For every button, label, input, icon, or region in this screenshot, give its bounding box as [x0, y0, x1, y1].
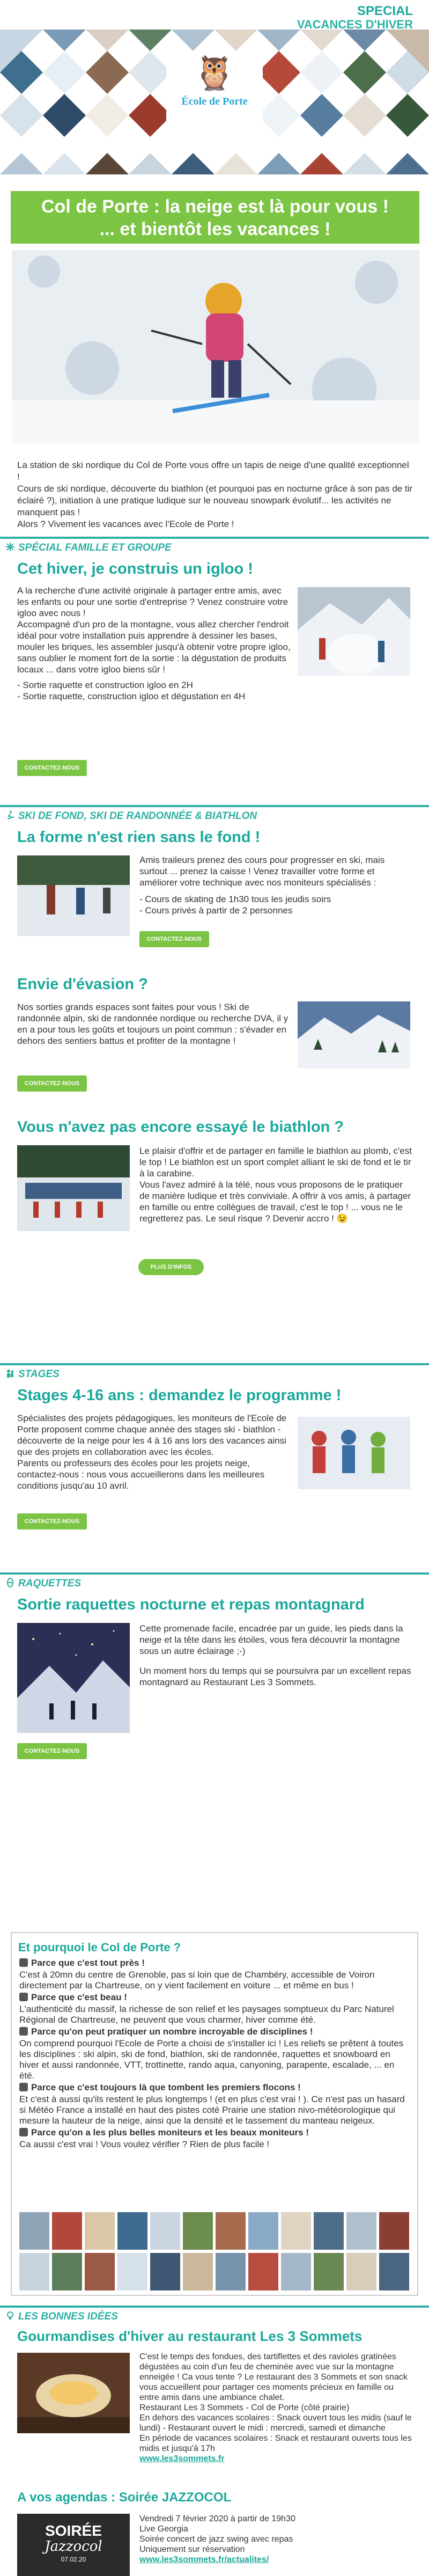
- restaurant-photo: [17, 2353, 130, 2433]
- why-q1: [19, 1958, 412, 1968]
- special-label: SPECIAL: [357, 4, 413, 18]
- banner-line-1: Col de Porte : la neige est là pour vous !: [41, 196, 389, 217]
- lightbulb-icon: [5, 2311, 15, 2321]
- evasion-photo: [298, 1001, 410, 1069]
- snowflake-icon: [5, 542, 15, 552]
- sport-icon: [19, 2027, 28, 2036]
- why-q3: [19, 2026, 412, 2037]
- why-q5: [19, 2127, 412, 2138]
- snowflake-icon: [19, 2083, 28, 2091]
- header: [0, 0, 429, 177]
- section-divider: [0, 1363, 429, 1365]
- jazzocol-poster: [17, 2514, 130, 2576]
- why-body: [19, 1958, 412, 2151]
- why-q2-text: Parce que c'est beau !: [31, 1992, 127, 2002]
- section-ski: [0, 805, 429, 821]
- owl-icon: 🦉: [194, 55, 235, 92]
- evasion-text: [17, 1001, 291, 1046]
- poster-title: SOIRÉE: [45, 2522, 102, 2539]
- why-q4-text: Parce que c'est toujours là que tombent les premiers flocons !: [31, 2082, 301, 2092]
- igloo-p2: Accompagné d'un pro de la montagne, vous allez chercher l'endroit idéal pour votre installation puis apprendre à dessiner les bases, mouler les briques, les assembler jusqu'à obtenir votre propre igloo, sans oublier le moment fort de la sortie : la dégustation de produits locaux ... dans votre igloo biens sûr !: [17, 619, 291, 675]
- restaurant-p2: Restaurant Les 3 Sommets - Col de Porte (côté prairie): [139, 2403, 350, 2412]
- stages-photo: [298, 1417, 410, 1489]
- intro-p1: La station de ski nordique du Col de Porte vous offre un tapis de neige d'une qualité exceptionnel !: [17, 460, 409, 482]
- why-a3: On comprend pourquoi l'Ecole de Porte a choisi de s'installer ici ! Les reliefs se prêtent à toutes les disciplines : ski alpin, ski de fond, biathlon, ski de randonnée, raquettes et snowboard en hiver et aussi randonnée, VTT, trottinette, rando aqua, canyoning, parapente, escalade, ... en été.: [19, 2038, 404, 2081]
- raquettes-p1: Cette promenade facile, encadrée par un guide, les pieds dans la neige et la tête dans les étoiles, vous fera découvrir la montagne sous un autre éclairage ;-): [139, 1623, 403, 1656]
- fond-p2: - Cours de skating de 1h30 tous les jeudis soirs: [139, 894, 331, 904]
- instructor-photos: [19, 2212, 409, 2290]
- section-raquettes: [0, 1572, 429, 1589]
- evasion-contact-button[interactable]: CONTACTEZ-NOUS: [17, 1075, 87, 1092]
- restaurant-title: Gourmandises d'hiver au restaurant Les 3 Sommets: [17, 2328, 363, 2344]
- section-label: RAQUETTES: [18, 1578, 82, 1589]
- why-a5: Ca aussi c'est vrai ! Vous voulez vérifier ? Rien de plus facile !: [19, 2139, 270, 2149]
- why-q5-text: Parce qu'on a les plus belles moniteurs et les beaux moniteurs !: [31, 2127, 309, 2138]
- main-banner: [11, 191, 419, 244]
- igloo-p3: - Sortie raquette et construction igloo en 2H: [17, 680, 193, 690]
- agenda-text: [139, 2514, 413, 2565]
- kids-icon: [5, 1368, 15, 1378]
- why-q1-text: Parce que c'est tout près !: [31, 1958, 145, 1968]
- mountain-icon: [19, 1993, 28, 2001]
- evasion-title: Envie d'évasion ?: [17, 976, 148, 993]
- intro-p2: Cours de ski nordique, découverte du biathlon (et pourquoi pas en nocturne grâce à son pas de tir éclairé ?), initiation à une pratique ludique sur le nouveau snowpark évolutif... les activités ne manquent pas !: [17, 484, 413, 517]
- why-q2: [19, 1992, 412, 2003]
- section-label: LES BONNES IDÉES: [18, 2311, 118, 2322]
- biathlon-p1: Le plaisir d'offrir et de partager en famille le biathlon au plomb, c'est le top ! Le biathlon est un sport complet alliant le ski de fond et le tir à la carabine.: [139, 1146, 412, 1179]
- stages-contact-button[interactable]: CONTACTEZ-NOUS: [17, 1513, 87, 1529]
- section-famille: [0, 537, 429, 553]
- section-divider: [0, 537, 429, 539]
- why-q3-text: Parce qu'on peut pratiquer un nombre incroyable de disciplines !: [31, 2026, 313, 2037]
- raquettes-text: [139, 1623, 413, 1688]
- raquettes-contact-button[interactable]: CONTACTEZ-NOUS: [17, 1743, 87, 1759]
- igloo-p1: A la recherche d'une activité originale à partager entre amis, avec les enfants ou pour une sortie d'entreprise ? Venez construire votre igloo avec nous !: [17, 586, 289, 618]
- section-label: STAGES: [18, 1368, 60, 1380]
- igloo-text: [17, 585, 291, 702]
- raquettes-photo: [17, 1623, 130, 1733]
- snowshoe-icon: [5, 1578, 15, 1587]
- igloo-p4: - Sortie raquette, construction igloo et dégustation en 4H: [17, 691, 246, 701]
- fond-title: La forme n'est rien sans le fond !: [17, 829, 261, 846]
- stages-p2: Parents ou professeurs des écoles pour les projets neige, contactez-nous : nous vous accueillerons dans les meilleures conditions jusqu'au 10 avril.: [17, 1458, 265, 1491]
- logo-name: École de Porte: [181, 96, 248, 107]
- why-a1: C'est à 20mn du centre de Grenoble, pas si loin que de Chambéry, accessible de Voiron directement par la Chartreuse, on y vient facilement en voiture ... et même en bus !: [19, 1970, 375, 1990]
- car-icon: [19, 1958, 28, 1967]
- igloo-title: Cet hiver, je construis un igloo !: [17, 560, 253, 577]
- intro-text: [17, 459, 414, 530]
- raquettes-p2: Un moment hors du temps qui se poursuivra par un excellent repas montagnard au Restaurant Les 3 Sommets.: [139, 1666, 411, 1687]
- agenda-p2: Live Georgia: [139, 2524, 188, 2534]
- biathlon-title: Vous n'avez pas encore essayé le biathlon ?: [17, 1118, 344, 1136]
- why-col-de-porte-box: [11, 1932, 418, 2296]
- section-idees: [0, 2306, 429, 2322]
- stages-text: [17, 1413, 291, 1491]
- restaurant-p4: En période de vacances scolaires : Snack et restaurant ouverts tous les midis et jusqu'à 17h: [139, 2434, 412, 2453]
- smile-icon: [19, 2128, 28, 2136]
- special-heading: [297, 4, 413, 31]
- restaurant-p1: C'est le temps des fondues, des tartiflettes et des ravioles gratinées dégustées au coin d'un feu de cheminée avec vue sur la montagne enneigée ! Ca vous tente ? Le restaurant des 3 Sommets et son snack vous accueillent pour partager ces moments précieux en famille ou entre amis dans une ambiance chalet.: [139, 2352, 408, 2402]
- restaurant-link[interactable]: www.les3sommets.fr: [139, 2454, 225, 2463]
- fond-p3: - Cours privés à partir de 2 personnes: [139, 905, 293, 916]
- fond-p1: Amis traileurs prenez des cours pour progresser en ski, mais surtout ... prenez la caisse ! Venez travailler votre forme et améliorer votre technique avec nos moniteurs spécialisés :: [139, 855, 385, 888]
- fond-contact-button[interactable]: CONTACTEZ-NOUS: [139, 931, 209, 947]
- evasion-p1: Nos sorties grands espaces sont faites pour vous ! Ski de randonnée alpin, ski de randonnée nordique ou recherche DVA, il y en a pour tous les goûts et toujours un point commun : s'évader en dehors des sentiers battus et profiter de la montagne !: [17, 1002, 289, 1046]
- child-skier-photo: [12, 250, 419, 443]
- why-title: Et pourquoi le Col de Porte ?: [18, 1941, 181, 1954]
- biathlon-info-button[interactable]: PLUS D'INFOS: [138, 1259, 204, 1275]
- why-q4: [19, 2082, 412, 2093]
- fond-text: [139, 854, 413, 916]
- vacances-label: VACANCES D'HIVER: [297, 18, 413, 31]
- agenda-link[interactable]: www.les3sommets.fr/actualites/: [139, 2555, 269, 2564]
- raquettes-title: Sortie raquettes nocturne et repas montagnard: [17, 1596, 365, 1613]
- igloo-contact-button[interactable]: CONTACTEZ-NOUS: [17, 760, 87, 776]
- section-divider: [0, 805, 429, 807]
- skier-icon: [5, 810, 15, 820]
- stages-title: Stages 4-16 ans : demandez le programme !: [17, 1387, 342, 1404]
- agenda-p4: Uniquement sur réservation: [139, 2545, 245, 2554]
- biathlon-p2: Vous l'avez admiré à la télé, nous vous proposons de le pratiquer de manière ludique et très conviviale. A offrir à vos amis, à partager en famille ou entre collègues de travail, c'est le top ! ... vous ne le regretterez pas. Le seul risque ? Devenir accro ! 😉: [139, 1180, 411, 1224]
- intro-p3: Alors ? Vivement les vacances avec l'Ecole de Porte !: [17, 519, 234, 529]
- poster-date: 07.02.20: [61, 2556, 86, 2563]
- biathlon-text: [139, 1145, 413, 1224]
- agenda-title: A vos agendas : Soirée JAZZOCOL: [17, 2490, 232, 2505]
- poster-sub: Jazzocol: [45, 2538, 102, 2555]
- section-label: SPÉCIAL FAMILLE ET GROUPE: [18, 542, 172, 553]
- why-a4: Et c'est à aussi qu'ils restent le plus longtemps ! (et en plus c'est vrai ! ). Ce n'est pas un hasard si Météo France a installé en haut des pistes coté Prairie une station nivo-météorologique qui mesure la hauteur de la neige, ainsi que la densité et le tassement du manteau neigeux.: [19, 2094, 405, 2126]
- section-stages: [0, 1363, 429, 1379]
- agenda-p1: Vendredi 7 février 2020 à partir de 19h30: [139, 2514, 295, 2523]
- banner-line-2: ... et bientôt les vacances !: [99, 219, 331, 239]
- agenda-p3: Soirée concert de jazz swing avec repas: [139, 2535, 293, 2544]
- biathlon-photo: [17, 1145, 130, 1231]
- logo[interactable]: [166, 52, 263, 127]
- instructors-photo-grid: [19, 2212, 412, 2290]
- restaurant-text: [139, 2352, 413, 2464]
- stages-p1: Spécialistes des projets pédagogiques, les moniteurs de l'Ecole de Porte proposent comme chaque année des stages ski - biathlon - découverte de la neige pour les 4 à 16 ans lors des vacances ainsi que des projets en collaboration avec les écoles.: [17, 1413, 287, 1457]
- section-label: SKI DE FOND, SKI DE RANDONNÉE & BIATHLON: [18, 810, 257, 822]
- igloo-photo: [298, 587, 410, 676]
- section-divider: [0, 2306, 429, 2308]
- skating-photo: [17, 855, 130, 936]
- restaurant-p3: En dehors des vacances scolaires : Snack ouvert tous les midis (sauf le lundi) - Restaurant ouvert le midi : mercredi, samedi et dimanche: [139, 2413, 412, 2433]
- why-a2: L'authenticité du massif, la richesse de son relief et les paysages somptueux du Parc Naturel Régional de Chartreuse, ne peuvent que vous charmer, hiver comme été.: [19, 2004, 394, 2025]
- section-divider: [0, 1572, 429, 1575]
